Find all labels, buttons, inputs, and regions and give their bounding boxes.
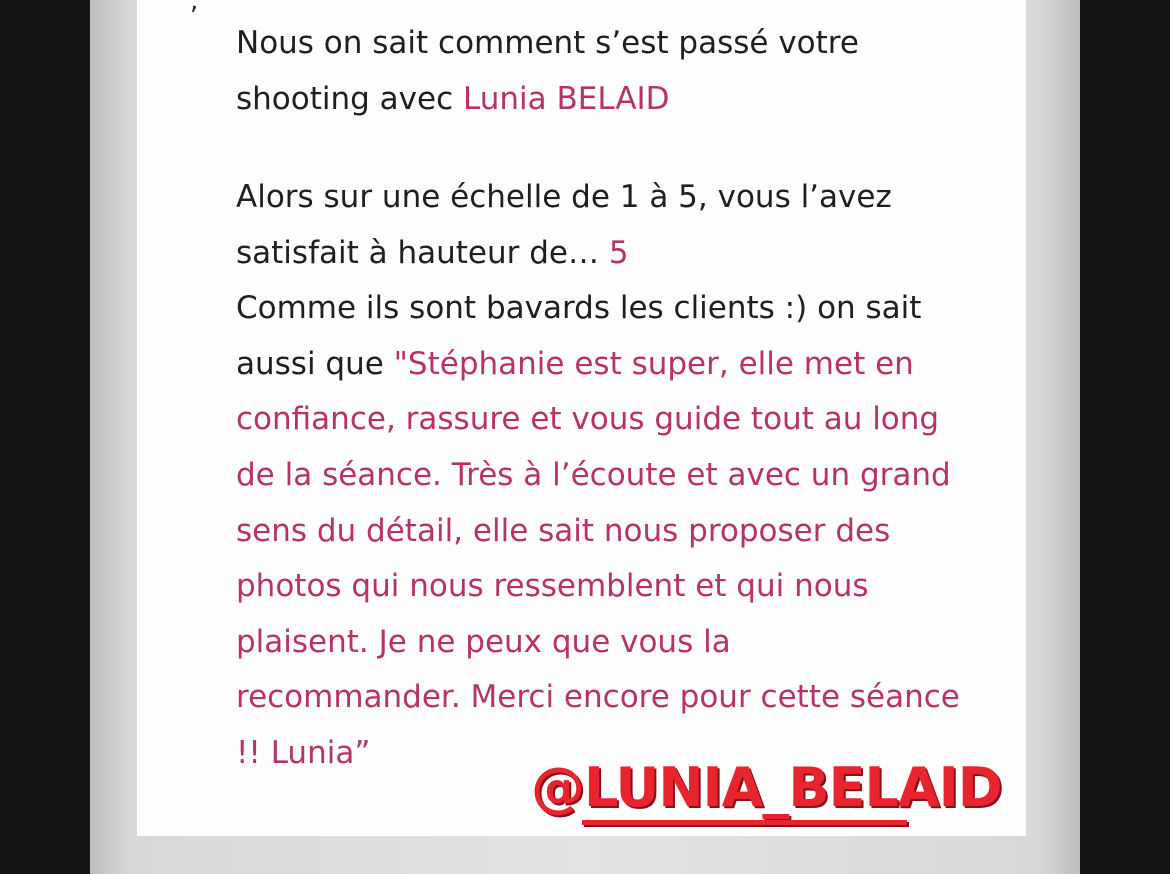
review-line-2-prefix: aussi que bbox=[236, 345, 394, 382]
quote-line: photos qui nous ressemblent et qui nous bbox=[236, 568, 869, 605]
quote-line: plaisent. Je ne peux que vous la bbox=[236, 623, 731, 660]
intro-line-2-prefix: shooting avec bbox=[236, 80, 463, 117]
quote-line: confiance, rassure et vous guide tout au long bbox=[236, 401, 940, 438]
rating-review-text bbox=[236, 170, 996, 782]
quote-line: "Stéphanie est super, elle met en bbox=[393, 345, 914, 382]
rating-line-2-prefix: satisfait à hauteur de… bbox=[236, 234, 609, 271]
rating-line-2 bbox=[236, 226, 996, 282]
intro-line-2 bbox=[236, 72, 996, 128]
quote-line: !! Lunia” bbox=[236, 734, 371, 771]
top-mark: , bbox=[190, 0, 199, 16]
review-line-1: Comme ils sont bavards les clients :) on sait bbox=[236, 290, 922, 327]
intro-line-1: Nous on sait comment s’est passé votre bbox=[236, 25, 859, 61]
rating-score: 5 bbox=[608, 234, 629, 271]
mention-underline bbox=[582, 820, 907, 825]
rating-line-1: Alors sur une échelle de 1 à 5, vous l’avez bbox=[236, 179, 892, 215]
quote-line: de la séance. Très à l’écoute et avec un grand bbox=[236, 456, 951, 493]
review-line-2 bbox=[236, 337, 996, 393]
quote-line: recommander. Merci encore pour cette séance bbox=[236, 679, 960, 716]
intro-text bbox=[236, 16, 996, 127]
photographer-name: Lunia BELAID bbox=[463, 80, 670, 117]
quote-line: sens du détail, elle sait nous proposer des bbox=[236, 512, 891, 549]
mention-sticker[interactable]: @LUNIA_BELAID bbox=[531, 756, 1002, 819]
